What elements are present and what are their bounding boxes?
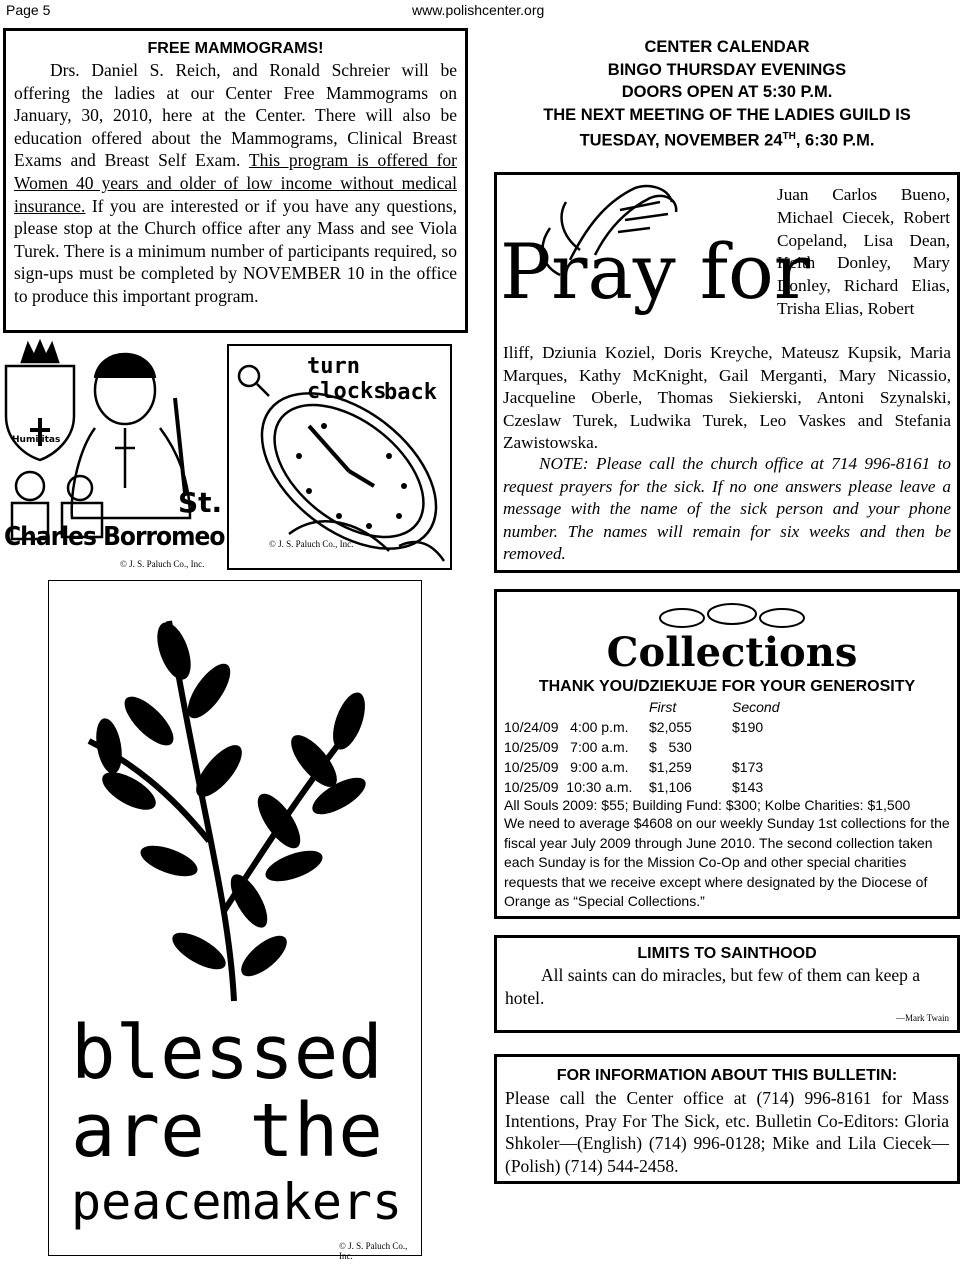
table-row: 10/25/09 9:00 a.m. $1,259 $173 bbox=[504, 759, 764, 775]
minute-hand bbox=[309, 426, 349, 471]
pray-for-text: Pray for bbox=[500, 227, 811, 316]
mammograms-title: FREE MAMMOGRAMS! bbox=[147, 40, 324, 57]
coin-icon bbox=[760, 609, 804, 627]
calendar-bingo: BINGO THURSDAY EVENINGS bbox=[607, 60, 847, 79]
col-second: Second bbox=[732, 699, 780, 715]
table-row: 10/24/09 4:00 p.m. $2,055 $190 bbox=[504, 719, 764, 735]
st-charles-borromeo-image bbox=[0, 338, 225, 570]
blessed-label: blessed bbox=[71, 1010, 383, 1096]
crown-icon bbox=[22, 342, 58, 362]
calendar-guild: THE NEXT MEETING OF THE LADIES GUILD IS bbox=[543, 105, 911, 124]
calendar-title: CENTER CALENDAR bbox=[644, 38, 810, 56]
website-url[interactable]: www.polishcenter.org bbox=[412, 2, 545, 18]
mammograms-box bbox=[3, 28, 468, 333]
collections-heading: Collections bbox=[606, 629, 858, 676]
child-head bbox=[16, 472, 44, 500]
collections-note: We need to average $4608 on our weekly Sunday 1st collections for the fiscal year July 2009 through June 2010. The second collection taken each Sunday is for the Mission Co-Op and other special charities requests that we receive except where designated by the Diocese of Orange as “Special Collections.” bbox=[504, 815, 950, 909]
calendar-doors: DOORS OPEN AT 5:30 P.M. bbox=[621, 83, 833, 101]
turn-clocks-label: turn clocks bbox=[307, 354, 387, 404]
sainthood-attribution: —Mark Twain bbox=[896, 1013, 949, 1023]
page-number: Page 5 bbox=[6, 2, 51, 18]
col-first: First bbox=[649, 699, 677, 715]
hour-hand bbox=[349, 471, 374, 486]
thank-you-heading: THANK YOU/DZIEKUJE FOR YOUR GENEROSITY bbox=[538, 678, 916, 695]
pray-note: NOTE: Please call the church office at 714 996-8161 to request prayers for the sick. If no one answers please leave a message with the name of the sick person and your phone number. The names will remain for six weeks and then be removed. bbox=[503, 454, 951, 563]
pray-names-rest: Iliff, Dziunia Koziel, Doris Kreyche, Mateusz Kupsik, Maria Marques, Kathy McKnight, Gail Merganti, Mary Nicassio, Jacqueline Oberle, Thomas Siekierski, Antoni Szynalski, Czeslaw Turek, Ludwika Turek, Leo Vaskes and Stefania Zawistowska. bbox=[503, 343, 951, 452]
table-row: 10/25/09 10:30 a.m. $1,106 $143 bbox=[504, 779, 764, 795]
back-label: back bbox=[384, 380, 437, 405]
praying-hands-logo bbox=[500, 180, 811, 330]
mammograms-signup: If you are interested or if you have any questions, please stop at the Church office after any Mass and see Viola Turek. There is a minimum number of participants required, so sign-ups must be completed by NOVEMBER 10 in the office to produce this important program. bbox=[14, 195, 458, 306]
charles-borromeo-label: Charles Borromeo bbox=[4, 522, 225, 552]
info-title: FOR INFORMATION ABOUT THIS BULLETIN: bbox=[556, 1067, 898, 1084]
center-calendar bbox=[494, 36, 960, 152]
coin-icon bbox=[660, 609, 704, 627]
calendar-guild-date: TUESDAY, NOVEMBER 24TH, 6:30 P.M. bbox=[579, 131, 875, 150]
info-body: Please call the Center office at (714) 996-8161 for Mass Intentions, Pray For The Sick, etc. Bulletin Co-Editors: Gloria Shkoler—(English) (714) 996-0128; Mike and Lila Ciecek—(Polish) (714) 544-2458. bbox=[505, 1088, 949, 1176]
peacemakers-label: peacemakers bbox=[71, 1173, 403, 1231]
sainthood-quote: All saints can do miracles, but few of them can keep a hotel. bbox=[505, 965, 921, 1008]
sainthood-title: LIMITS TO SAINTHOOD bbox=[637, 945, 817, 962]
copyright: © J. S. Paluch Co., Inc. bbox=[339, 1241, 408, 1261]
st-label: St. bbox=[178, 486, 223, 519]
collections-special: All Souls 2009: $55; Building Fund: $300; Kolbe Charities: $1,500 bbox=[504, 797, 911, 813]
info-box bbox=[494, 1054, 960, 1184]
table-row: 10/25/09 7:00 a.m. $ 530 bbox=[504, 739, 692, 755]
mammograms-body bbox=[14, 59, 457, 308]
pray-names-right: Juan Carlos Bueno, Michael Ciecek, Robert Copeland, Lisa Dean, Keith Donley, Mary Donley, Richard Elias, Trisha Elias, Robert bbox=[777, 185, 950, 318]
copyright: © J. S. Paluch Co., Inc. bbox=[269, 539, 354, 549]
collections-table bbox=[504, 697, 779, 797]
mammograms-intro: Drs. Daniel S. Reich, and Ronald Schreier will be offering the ladies at our Center Free Mammograms on January, 30, 2010, here at the Center. There will also be education offered about the Mammograms, Clinical Breast Exams and Breast Self Exam. bbox=[14, 60, 457, 171]
collections-logo bbox=[606, 600, 858, 680]
watch-crown bbox=[239, 366, 259, 386]
copyright: © J. S. Paluch Co., Inc. bbox=[120, 559, 205, 569]
child-head-2 bbox=[68, 476, 92, 500]
collections-header-row bbox=[504, 697, 779, 717]
humilitas-label: Humilitas bbox=[12, 435, 61, 445]
turn-clocks-back-image bbox=[227, 344, 452, 570]
coin-icon bbox=[708, 604, 756, 624]
mammograms-eligibility: This program is offered for Women 40 years and older of low income without medical insurance. bbox=[14, 150, 457, 216]
are-the-label: are the bbox=[71, 1088, 383, 1174]
sainthood-box bbox=[494, 935, 960, 1033]
blessed-peacemakers-image bbox=[48, 580, 422, 1261]
